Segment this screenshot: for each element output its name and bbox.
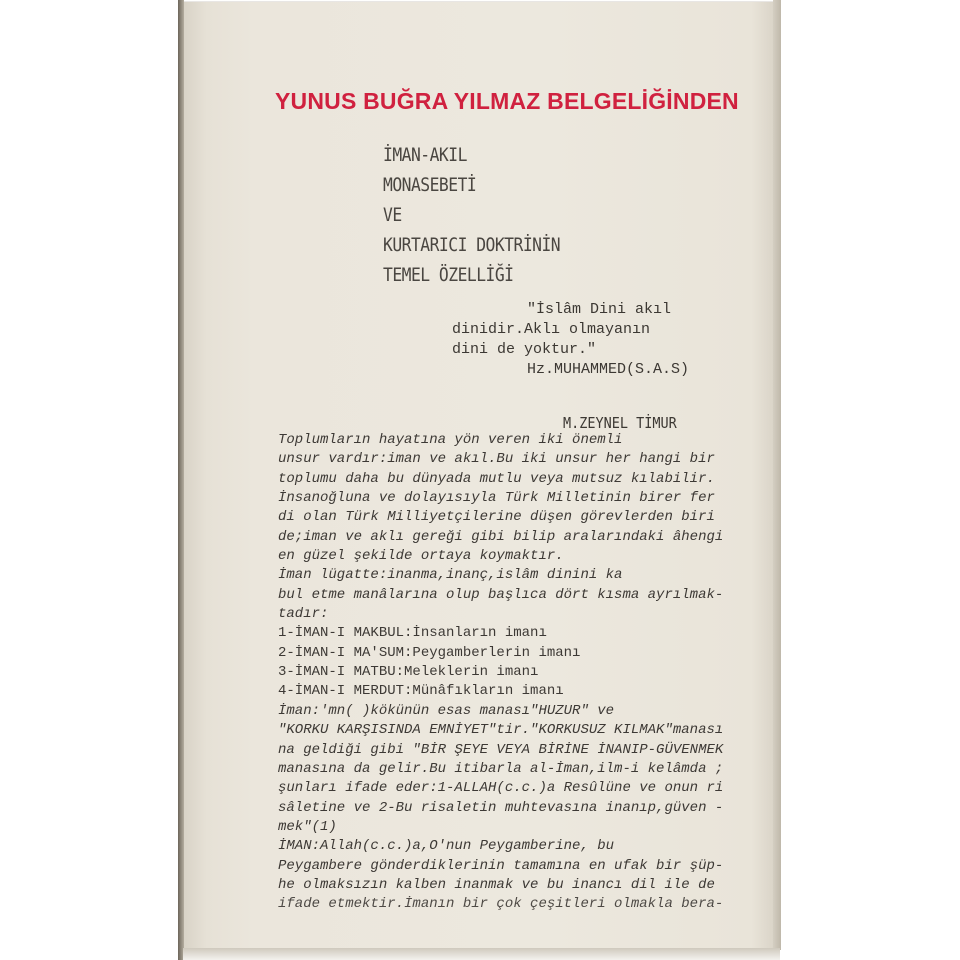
archive-watermark: YUNUS BUĞRA YILMAZ BELGELİĞİNDEN (275, 88, 739, 114)
page-right-edge (773, 0, 781, 950)
body-line: İman lügatte:inanma,inanç,islâm dinini ka (278, 567, 623, 584)
author-name: M.ZEYNEL TİMUR (563, 414, 677, 432)
article-body (278, 431, 768, 915)
title-line: TEMEL ÖZELLİĞİ (383, 264, 514, 286)
body-line: sâletine ve 2-Bu risaletin muhtevasına inanıp,güven - (278, 799, 724, 816)
epigraph-quote (452, 300, 689, 380)
body-line: tadır: (278, 606, 329, 623)
body-line: di olan Türk Milliyetçilerine düşen görevlerden biri (278, 509, 715, 526)
body-line: en güzel şekilde ortaya koymaktır. (278, 548, 564, 565)
title-line: MONASEBETİ (383, 174, 477, 196)
quote-attribution: Hz.MUHAMMED(S.A.S) (527, 361, 690, 378)
article-title (383, 140, 560, 290)
page-spine-shadow (178, 0, 184, 960)
body-line: na geldiği gibi "BİR ŞEYE VEYA BİRİNE İNANIP-GÜVENMEK (278, 741, 724, 758)
title-line: VE (383, 204, 402, 226)
body-line: manasına da gelir.Bu itibarla al-İman,ilm-i kelâmda ; (278, 760, 724, 777)
list-item: 2-İMAN-I MA'SUM:Peygamberlerin imanı (278, 644, 581, 661)
body-line: toplumu daha bu dünyada mutlu veya mutsuz kılabilir. (278, 470, 715, 487)
body-line: he olmaksızın kalben inanmak ve bu inancı dil ile de (278, 876, 715, 893)
quote-line: "İslâm Dini akıl (527, 301, 672, 318)
body-line: şunları ifade eder:1-ALLAH(c.c.)a Resûlüne ve onun ri (278, 780, 724, 797)
page-bottom-edge (183, 948, 780, 960)
list-item: 1-İMAN-I MAKBUL:İnsanların imanı (278, 625, 547, 642)
list-item: 4-İMAN-I MERDUT:Münâfıkların imanı (278, 683, 564, 700)
quote-line: dini de yoktur." (452, 341, 597, 358)
body-line: mek"(1) (278, 818, 337, 835)
body-line: İMAN:Allah(c.c.)a,O'nun Peygamberine, bu (278, 838, 615, 855)
body-line: unsur vardır:iman ve akıl.Bu iki unsur her hangi bir (278, 451, 715, 468)
body-line: Peygambere gönderdiklerinin tamamına en ufak bir şüp- (278, 857, 724, 874)
body-line: "KORKU KARŞISINDA EMNİYET"tir."KORKUSUZ KILMAK"manası (278, 722, 724, 739)
body-line: Toplumların hayatına yön veren iki önemli (278, 432, 623, 448)
body-line: İnsanoğluna ve dolayısıyla Türk Milletinin birer fer (278, 490, 715, 507)
title-line: KURTARICI DOKTRİNİN (383, 234, 561, 256)
list-item: 3-İMAN-I MATBU:Meleklerin imanı (278, 664, 539, 681)
body-line: İman:'mn( )kökünün esas manası"HUZUR" ve (278, 702, 615, 719)
title-line: İMAN-AKIL (383, 144, 467, 166)
body-line: ifade etmektir.İmanın bir çok çeşitleri olmakla bera- (278, 896, 724, 913)
quote-line: dinidir.Aklı olmayanın (452, 321, 651, 338)
body-line: de;iman ve aklı gereği gibi bilip aralarındaki âhengi (278, 528, 724, 545)
body-line: bul etme manâlarına olup başlıca dört kısma ayrılmak- (278, 586, 724, 603)
